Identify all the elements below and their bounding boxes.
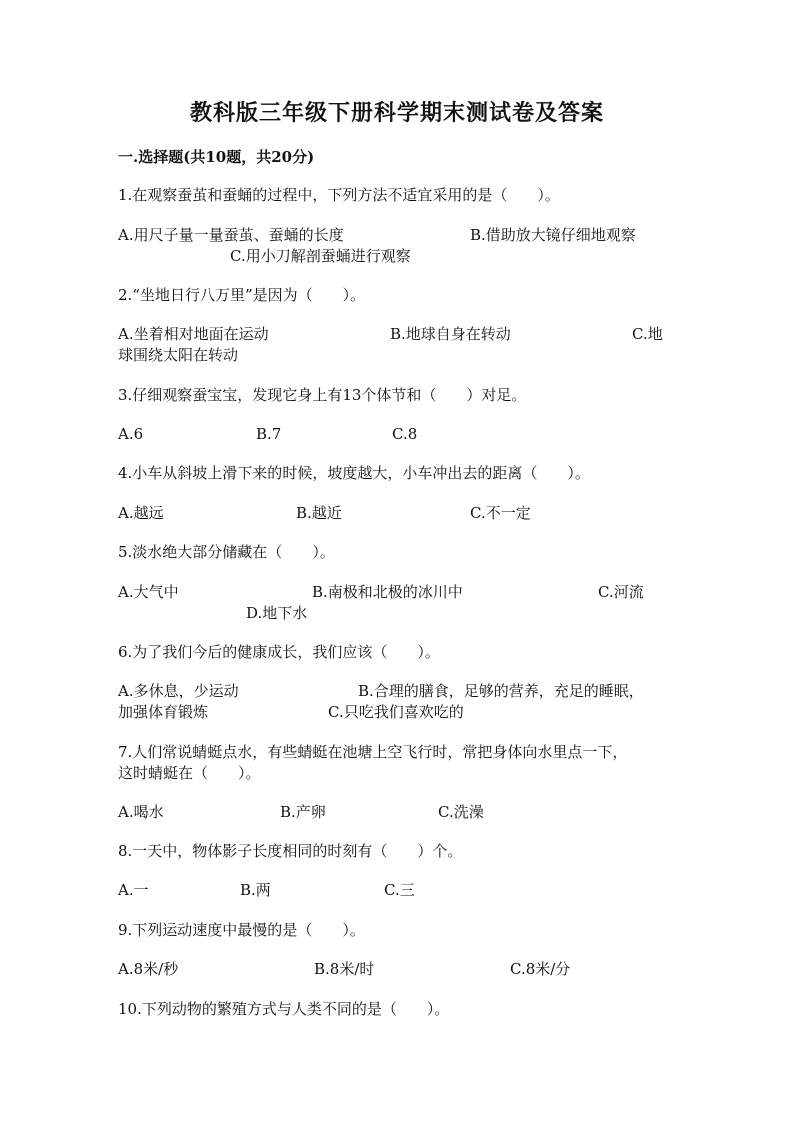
option-c: C.只吃我们喜欢吃的 [328,703,464,721]
section-heading: 一.选择题(共10题，共20分) [118,148,315,166]
option-a: A.越远 [118,504,164,522]
question-1: 1.在观察蚕茧和蚕蛹的过程中，下列方法不适宜采用的是（ ）。 [118,186,560,204]
option-a: A.喝水 [118,803,164,821]
option-c: C.三 [384,881,415,899]
option-c: C.8 [392,425,418,443]
option-c: C.8米/分 [510,960,571,978]
question-4: 4.小车从斜坡上滑下来的时候，坡度越大，小车冲出去的距离（ ）。 [118,464,590,482]
option-c: C.地 [632,325,663,343]
option-b: B.8米/时 [314,960,375,978]
option-b: B.越近 [296,504,342,522]
option-b: B.借助放大镜仔细地观察 [470,226,636,244]
option-a: A.大气中 [118,583,179,601]
question-2: 2.“坐地日行八万里”是因为（ ）。 [118,286,366,304]
option-d: D.地下水 [246,604,308,622]
option-b: B.南极和北极的冰川中 [312,583,463,601]
question-8: 8.一天中，物体影子长度相同的时刻有（ ）个。 [118,842,463,860]
question-10: 10.下列动物的繁殖方式与人类不同的是（ ）。 [118,1000,450,1018]
question-7: 7.人们常说蜻蜓点水，有些蜻蜓在池塘上空飞行时，常把身体向水里点一下， [118,743,628,761]
option-a: A.坐着相对地面在运动 [118,325,269,343]
question-6: 6.为了我们今后的健康成长，我们应该（ ）。 [118,643,440,661]
question-5-options [118,582,678,624]
option-b: B.合理的膳食，足够的营养，充足的睡眠， [358,682,644,700]
question-7-options [118,802,678,844]
option-c: C.洗澡 [438,803,484,821]
option-b: B.地球自身在转动 [390,325,511,343]
option-c: C.用小刀解剖蚕蛹进行观察 [230,247,411,265]
question-9-options [118,959,678,1001]
page-title: 教科版三年级下册科学期末测试卷及答案 [189,100,604,126]
option-c-continued: 球围绕太阳在转动 [118,346,239,364]
question-7-continued: 这时蜻蜓在（ ）。 [118,764,261,782]
question-4-options [118,503,678,545]
option-a: A.用尺子量一量蚕茧、蚕蛹的长度 [118,226,344,244]
option-a: A.6 [118,425,144,443]
question-3-options [118,424,678,466]
option-b: B.两 [240,881,271,899]
option-a: A.8米/秒 [118,960,179,978]
question-9: 9.下列运动速度中最慢的是（ ）。 [118,921,365,939]
question-3: 3.仔细观察蚕宝宝，发现它身上有13个体节和（ ）对足。 [118,386,527,404]
option-c: C.河流 [598,583,644,601]
question-6-options [118,681,678,723]
question-1-options [118,225,678,267]
question-5: 5.淡水绝大部分储藏在（ ）。 [118,543,335,561]
option-b-continued: 加强体育锻炼 [118,703,209,721]
option-c: C.不一定 [470,504,531,522]
option-a: A.一 [118,881,149,899]
option-b: B.7 [256,425,282,443]
option-b: B.产卵 [280,803,326,821]
option-a: A.多休息，少运动 [118,682,239,700]
question-2-options [118,324,678,366]
question-8-options [118,880,678,922]
